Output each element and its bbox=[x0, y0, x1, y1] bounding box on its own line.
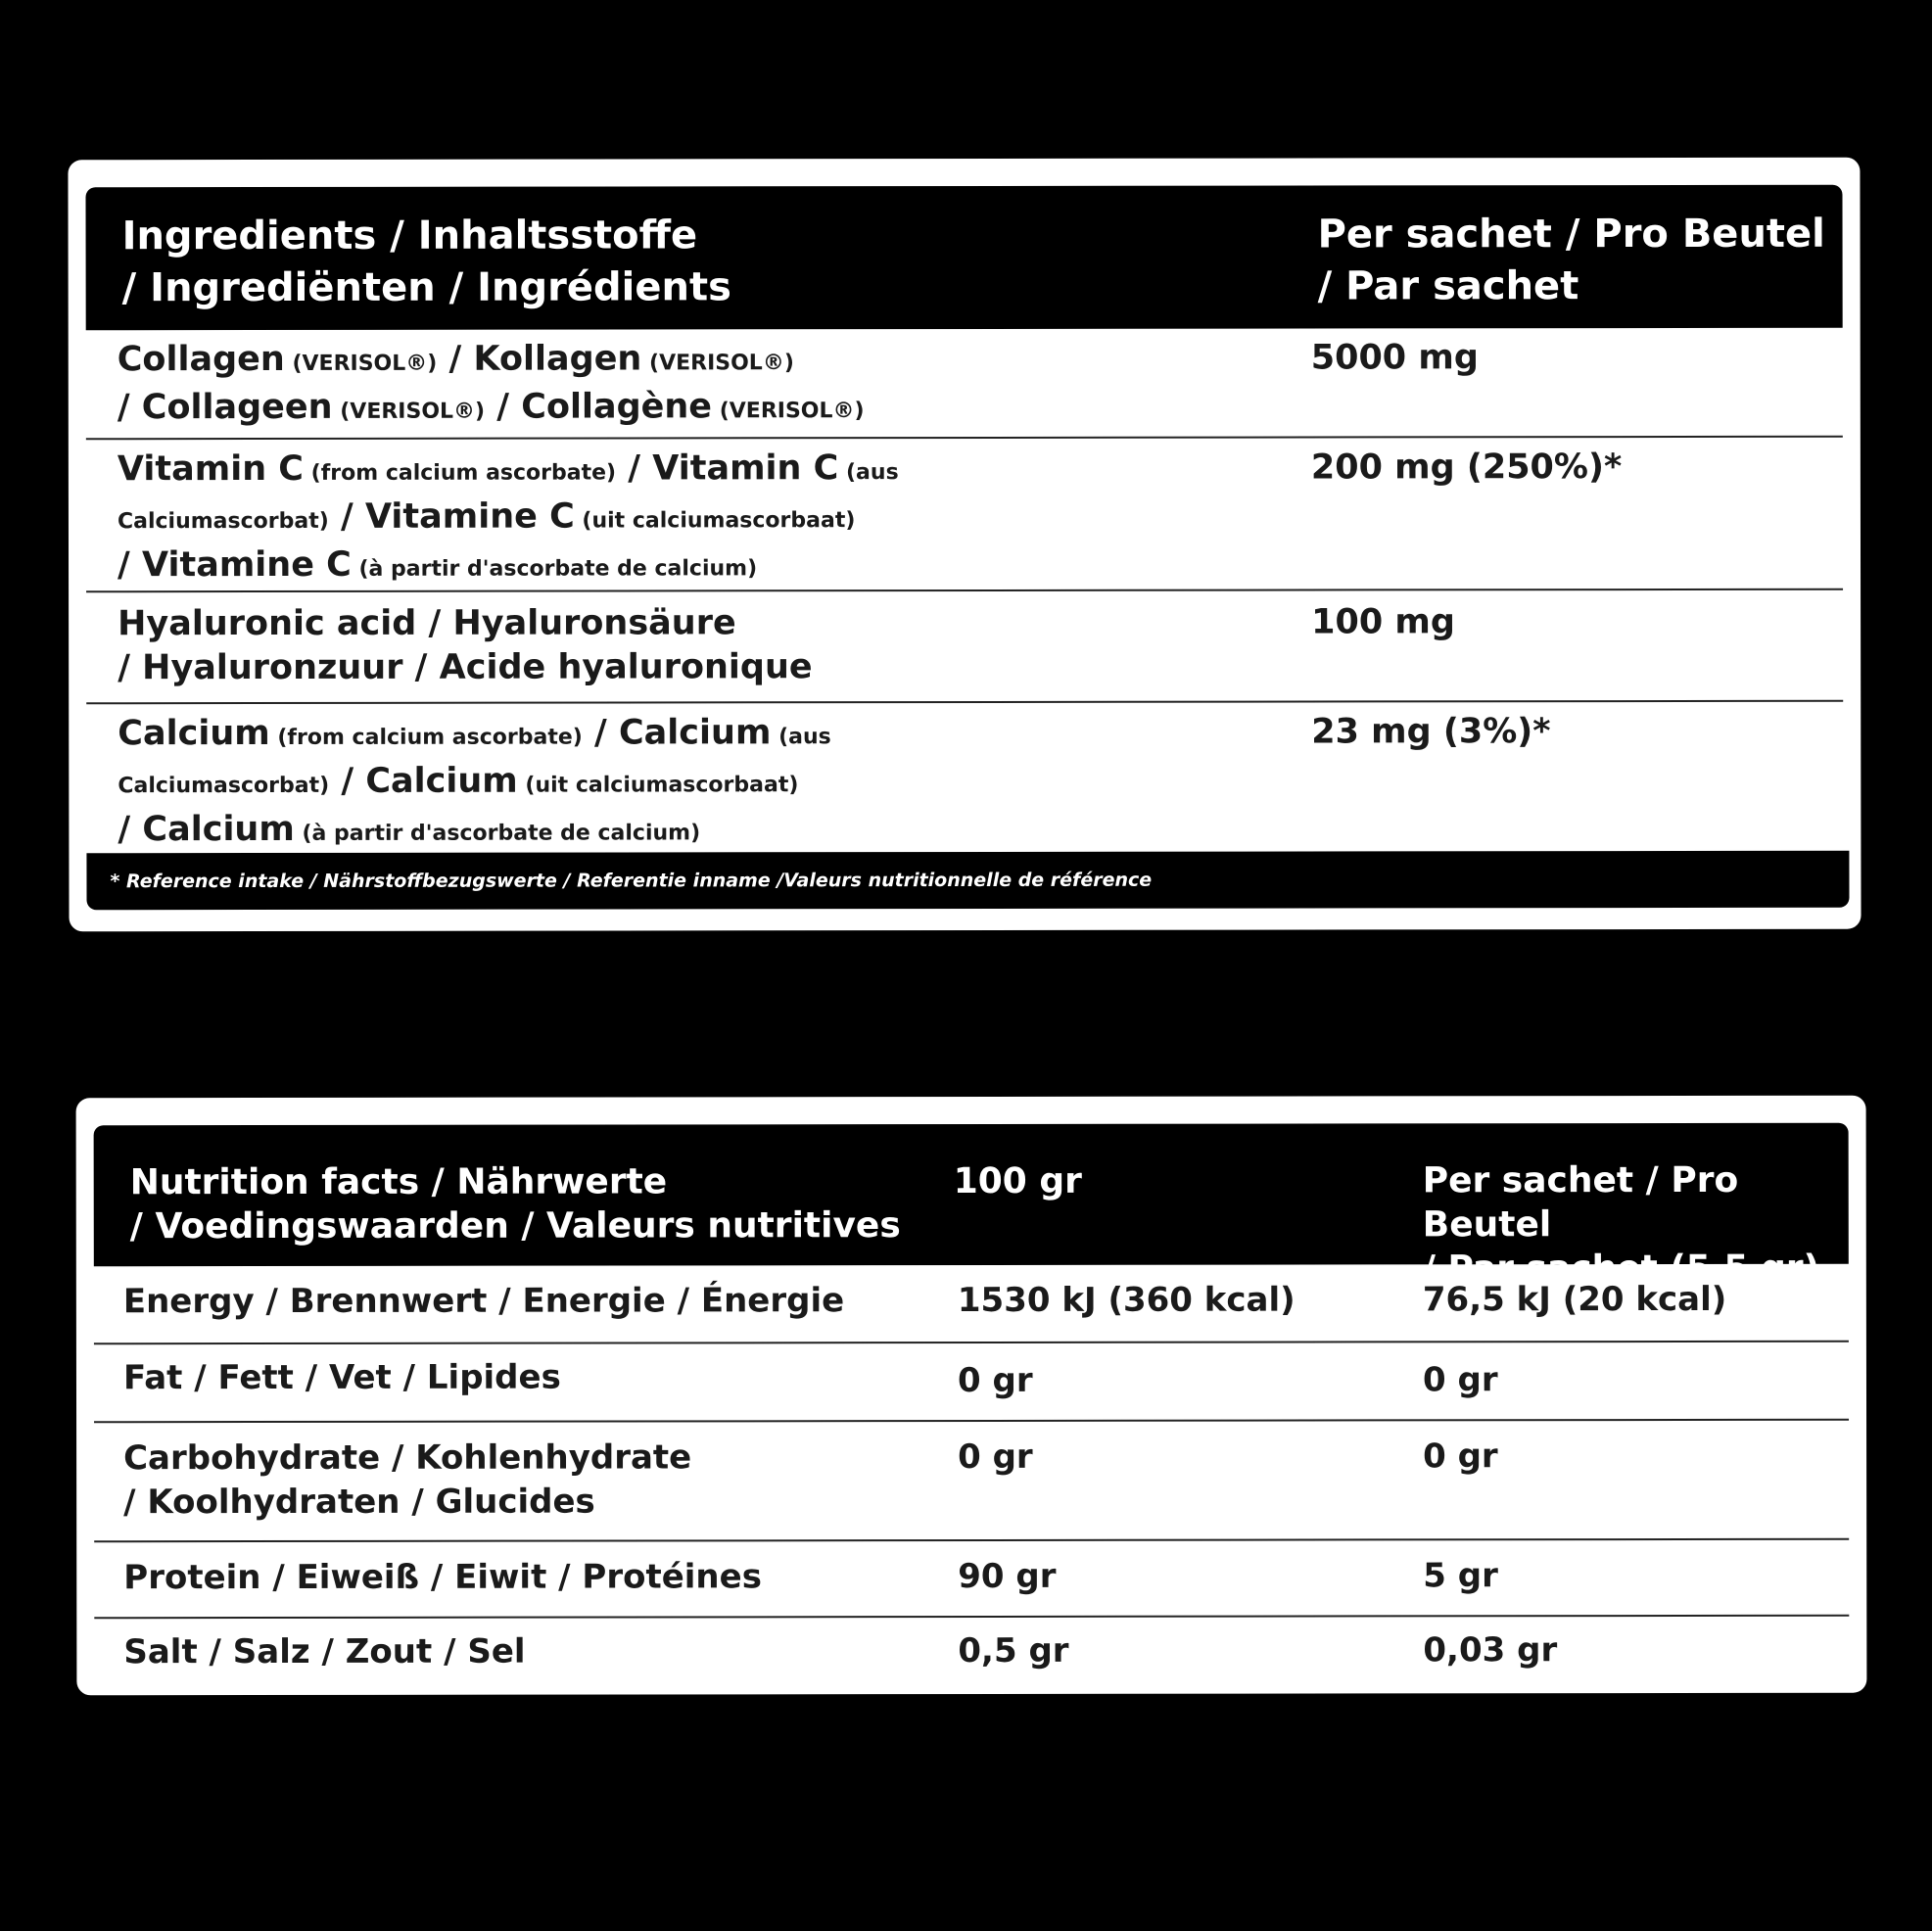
ingredient-name-calcium: Calcium (from calcium ascorbate) / Calcium (aus Calciumascorbat) / Calcium (uit calciumascorbaat) / Calcium (à partir d'ascorbate de calcium) bbox=[118, 713, 831, 850]
table-row bbox=[86, 438, 1843, 593]
ingredients-card bbox=[68, 158, 1861, 932]
nutrient-per-sachet: 0,03 gr bbox=[1423, 1630, 1558, 1671]
ingredient-value: 100 mg bbox=[1311, 602, 1455, 642]
table-row bbox=[94, 1540, 1849, 1620]
table-row bbox=[94, 1421, 1849, 1543]
table-row bbox=[86, 590, 1843, 705]
nutrient-name-energy: Energy / Brennwert / Energie / Énergie bbox=[122, 1281, 845, 1322]
ingredients-header-line1: Ingredients / Inhaltsstoffe bbox=[121, 212, 698, 259]
nutrient-per-sachet: 0 gr bbox=[1423, 1436, 1498, 1477]
nutrient-per-sachet: 5 gr bbox=[1423, 1556, 1498, 1596]
table-row bbox=[86, 328, 1843, 441]
table-row bbox=[94, 1617, 1849, 1688]
nutrient-name-protein: Protein / Eiweiß / Eiwit / Protéines bbox=[123, 1557, 762, 1598]
reference-intake-footnote: * Reference intake / Nährstoffbezugswerte / Referentie inname /Valeurs nutritionnelle de référence bbox=[86, 851, 1849, 911]
table-row bbox=[94, 1342, 1849, 1424]
ingredient-value: 23 mg (3%)* bbox=[1311, 712, 1551, 752]
nutrition-card bbox=[76, 1096, 1867, 1696]
per-sachet-column-header bbox=[1318, 209, 1825, 313]
ingredient-value: 200 mg (250%)* bbox=[1310, 447, 1623, 488]
ingredients-header-line2: / Ingrediënten / Ingrédients bbox=[121, 264, 731, 311]
ingredients-column-header bbox=[122, 210, 731, 314]
nutrient-per-100g: 90 gr bbox=[958, 1556, 1057, 1597]
per-100g-column-header: 100 gr bbox=[953, 1160, 1082, 1202]
nutrient-per-100g: 0 gr bbox=[958, 1436, 1033, 1478]
nutrient-per-sachet: 76,5 kJ (20 kcal) bbox=[1422, 1279, 1727, 1320]
ingredient-value: 5000 mg bbox=[1310, 338, 1479, 378]
nutrient-name-fat: Fat / Fett / Vet / Lipides bbox=[122, 1357, 561, 1398]
ingredient-name-collagen: Collagen (VERISOL®) / Kollagen (VERISOL®) / Collageen (VERISOL®) / Collagène (VERISOL®) bbox=[117, 339, 865, 428]
nutrient-name-salt: Salt / Salz / Zout / Sel bbox=[123, 1631, 526, 1672]
per-sachet-header-line1: Per sachet / Pro Beutel bbox=[1422, 1159, 1739, 1246]
table-row bbox=[94, 1264, 1849, 1345]
nutrient-per-100g: 1530 kJ (360 kcal) bbox=[957, 1280, 1296, 1321]
nutrition-table-header bbox=[94, 1123, 1849, 1290]
table-row bbox=[86, 702, 1843, 852]
per-sachet-header-line2: / Par sachet bbox=[1317, 263, 1579, 309]
ingredient-name-vitamin-c: Vitamin C (from calcium ascorbate) / Vitamin C (aus Calciumascorbat) / Vitamine C (uit calciumascorbaat) / Vitamine C (à partir d'ascorbate de calcium) bbox=[117, 448, 899, 586]
nutrient-per-sachet: 0 gr bbox=[1422, 1360, 1498, 1400]
per-sachet-header-line2: / Par sachet (5,5 gr) bbox=[1422, 1248, 1820, 1290]
nutrition-header-line1: Nutrition facts / Nährwerte bbox=[129, 1161, 668, 1203]
nutrition-header-line2: / Voedingswaarden / Valeurs nutritives bbox=[129, 1205, 901, 1248]
per-sachet-header-line1: Per sachet / Pro Beutel bbox=[1317, 211, 1825, 258]
ingredients-table-header bbox=[85, 185, 1842, 331]
nutrient-per-100g: 0 gr bbox=[957, 1360, 1033, 1401]
ingredient-name-hyaluronic-acid: Hyaluronic acid / Hyaluronsäure / Hyaluronzuur / Acide hyaluronique bbox=[118, 603, 813, 688]
nutrition-facts-column-header bbox=[130, 1159, 901, 1248]
nutrient-per-100g: 0,5 gr bbox=[958, 1630, 1069, 1672]
nutrient-name-carbohydrate: Carbohydrate / Kohlenhydrate / Koolhydraten / Glucides bbox=[123, 1437, 692, 1523]
